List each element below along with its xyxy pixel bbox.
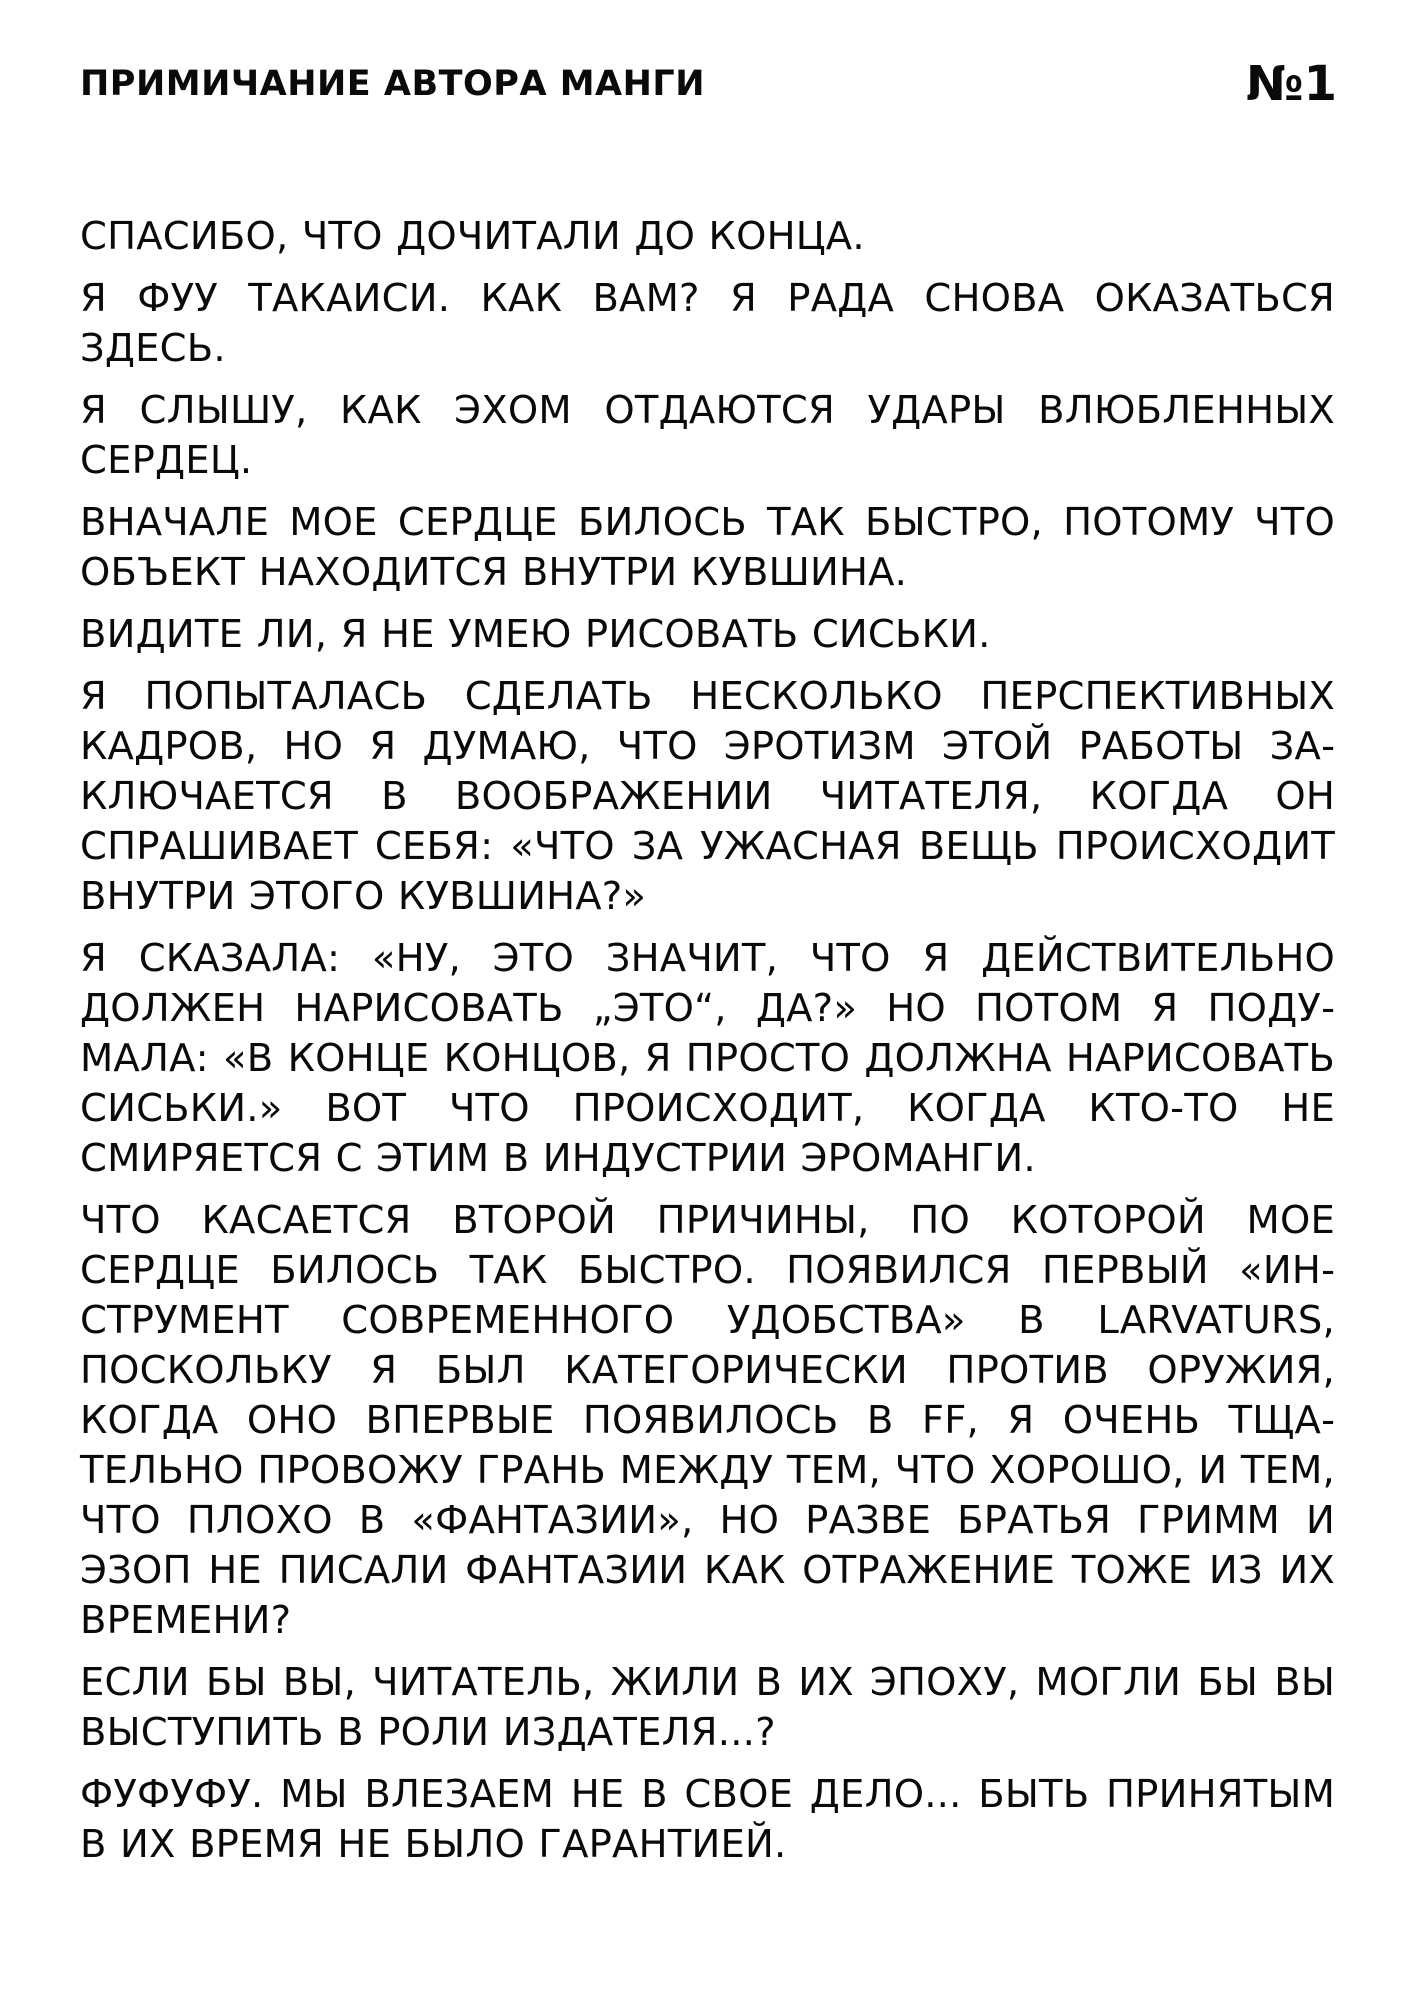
paragraph-jug-object: ВНАЧАЛЕ МОЕ СЕРДЦЕ БИЛОСЬ ТАК БЫСТРО, ПОТОМУ ЧТО ОБЪЕКТ НАХОДИТСЯ ВНУТРИ КУВШИНА. — [80, 500, 1335, 595]
paragraph-second-reason: ЧТО КАСАЕТСЯ ВТОРОЙ ПРИЧИНЫ, ПО КОТОРОЙ МОЕ СЕРДЦЕ БИЛОСЬ ТАК БЫСТРО. ПОЯВИЛСЯ ПЕРВЫЙ «ИНСТРУМЕНТ СОВРЕМЕННОГО УДОБСТВА» В LARVATURS, ПОСКОЛЬКУ Я БЫЛ КАТЕГОРИЧЕСКИ ПРОТИВ ОРУЖИЯ, КОГДА ОНО ВПЕРВЫЕ ПОЯВИЛОСЬ В FF, Я ОЧЕНЬ ТЩАТЕЛЬНО ПРОВОЖУ ГРАНЬ МЕЖДУ ТЕМ, ЧТО ХОРОШО, И ТЕМ, ЧТО ПЛОХО В «ФАНТАЗИИ», НО РАЗВЕ БРАТЬЯ ГРИММ И ЭЗОП НЕ ПИСАЛИ ФАНТАЗИИ КАК ОТРАЖЕНИЕ ТОЖЕ ИЗ ИХ ВРЕМЕНИ? — [80, 1198, 1335, 1643]
paragraph-hearts: Я СЛЫШУ, КАК ЭХОМ ОТДАЮТСЯ УДАРЫ ВЛЮБЛЕННЫХ СЕРДЕЦ. — [80, 388, 1335, 483]
paragraph-closing: ФУФУФУ. МЫ ВЛЕЗАЕМ НЕ В СВОЕ ДЕЛО... БЫТЬ ПРИНЯТЫМ В ИХ ВРЕМЯ НЕ БЫЛО ГАРАНТИЕЙ. — [80, 1772, 1335, 1867]
page-header — [80, 56, 1337, 116]
page-number: №1 — [1245, 56, 1337, 112]
paragraph-drawing-skill: ВИДИТЕ ЛИ, Я НЕ УМЕЮ РИСОВАТЬ СИСЬКИ. — [80, 612, 991, 657]
note-body — [80, 212, 1335, 1882]
paragraph-reader-question: ЕСЛИ БЫ ВЫ, ЧИТАТЕЛЬ, ЖИЛИ В ИХ ЭПОХУ, МОГЛИ БЫ ВЫ ВЫСТУПИТЬ В РОЛИ ИЗДАТЕЛЯ...? — [80, 1660, 1335, 1755]
page-title: ПРИМИЧАНИЕ АВТОРА МАНГИ — [80, 64, 706, 104]
paragraph-greeting: Я ФУУ ТАКАИСИ. КАК ВАМ? Я РАДА СНОВА ОКАЗАТЬСЯ ЗДЕСЬ. — [80, 276, 1335, 371]
paragraph-decision: Я СКАЗАЛА: «НУ, ЭТО ЗНАЧИТ, ЧТО Я ДЕЙСТВИТЕЛЬНО ДОЛЖЕН НАРИСОВАТЬ „ЭТО“, ДА?» НО ПОТОМ Я ПОДУМАЛА: «В КОНЦЕ КОНЦОВ, Я ПРОСТО ДОЛЖНА НАРИСОВАТЬ СИСЬКИ.» ВОТ ЧТО ПРОИСХОДИТ, КОГДА КТО-ТО НЕ СМИРЯЕТСЯ С ЭТИМ В ИНДУСТРИИ ЭРОМАНГИ. — [80, 936, 1335, 1181]
paragraph-perspective: Я ПОПЫТАЛАСЬ СДЕЛАТЬ НЕСКОЛЬКО ПЕРСПЕКТИВНЫХ КАДРОВ, НО Я ДУМАЮ, ЧТО ЭРОТИЗМ ЭТОЙ РАБОТЫ ЗАКЛЮЧАЕТСЯ В ВООБРАЖЕНИИ ЧИТАТЕЛЯ, КОГДА ОН СПРАШИВАЕТ СЕБЯ: «ЧТО ЗА УЖАСНАЯ ВЕЩЬ ПРОИСХОДИТ ВНУТРИ ЭТОГО КУВШИНА?» — [80, 674, 1335, 919]
paragraph-thanks: СПАСИБО, ЧТО ДОЧИТАЛИ ДО КОНЦА. — [80, 214, 865, 259]
